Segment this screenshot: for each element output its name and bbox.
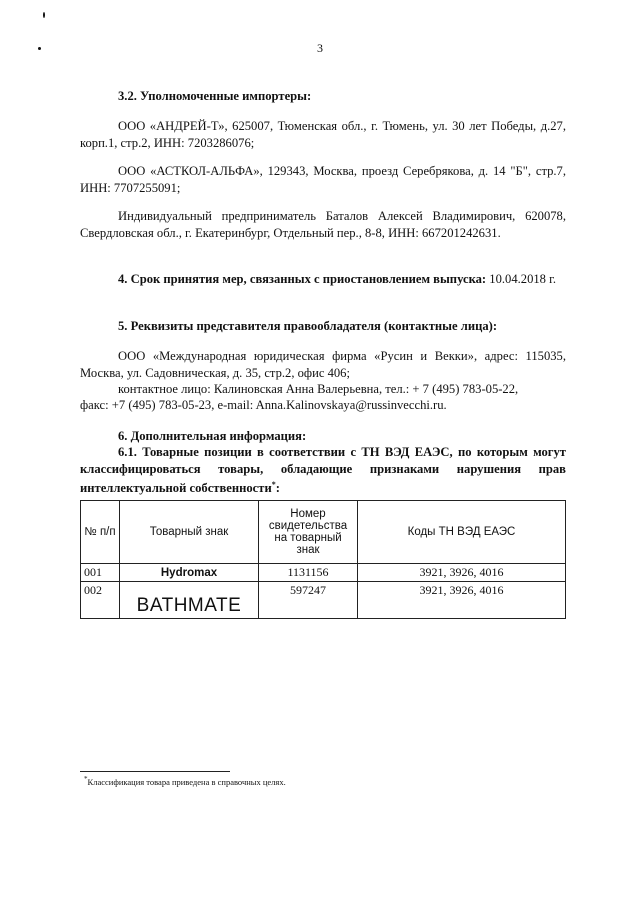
trademark-table	[80, 500, 566, 619]
section-5-firm: ООО «Международная юридическая фирма «Русин и Векки», адрес: 115035, Москва, ул. Садовническая, д. 35, стр.2, офис 406;	[80, 349, 566, 380]
header-num: № п/п	[81, 501, 120, 564]
footnote	[84, 775, 286, 787]
scan-speck	[38, 47, 41, 50]
section-4-value: 10.04.2018 г.	[489, 272, 556, 286]
header-codes: Коды ТН ВЭД ЕАЭС	[358, 501, 566, 564]
importer-2: ООО «АСТКОЛ-АЛЬФА», 129343, Москва, проезд Серебрякова, д. 14 "Б", стр.7, ИНН: 7707255091;	[80, 164, 566, 195]
header-certificate: Номер свидетельства на товарный знак	[259, 501, 358, 564]
section-5-fax: факс: +7 (495) 783-05-23, e-mail: Anna.Kalinovskaya@russinvecchi.ru.	[80, 398, 447, 412]
footnote-divider	[80, 771, 230, 772]
row-num: 002	[81, 582, 120, 619]
row-codes: 3921, 3926, 4016	[358, 582, 566, 619]
footnote-ref: *	[271, 480, 276, 489]
section-5-contact: контактное лицо: Калиновская Анна Валерьевна, тел.: + 7 (495) 783-05-22,	[118, 382, 519, 396]
table-row	[81, 564, 566, 582]
trademark-bathmate: BATHMATE	[120, 582, 259, 619]
row-num: 001	[81, 564, 120, 582]
section-4	[80, 271, 566, 288]
footnote-text: Классификация товара приведена в справочных целях.	[87, 776, 286, 787]
table-header-row	[81, 501, 566, 564]
row-certificate: 597247	[259, 582, 358, 619]
importer-1: ООО «АНДРЕЙ-Т», 625007, Тюменская обл., г. Тюмень, ул. 30 лет Победы, д.27, корп.1, стр.2, ИНН: 7203286076;	[80, 119, 566, 150]
table-row	[81, 582, 566, 619]
section-6-heading: 6. Дополнительная информация:	[118, 429, 307, 443]
header-trademark: Товарный знак	[120, 501, 259, 564]
section-6-1-heading: 6.1. Товарные позиции в соответствии с ТН ВЭД ЕАЭС, по которым могут классифицироваться товары, обладающие признаками нарушения прав интеллектуальной собственности*:	[80, 445, 566, 496]
scan-speck	[43, 12, 45, 18]
footnote-mark: *	[84, 775, 88, 783]
section-4-heading: 4. Срок принятия мер, связанных с приостановлением выпуска:	[118, 272, 487, 286]
section-5-heading: 5. Реквизиты представителя правообладателя (контактные лица):	[118, 319, 498, 333]
section-3-2-heading: 3.2. Уполномоченные импортеры:	[118, 89, 312, 103]
row-certificate: 1131156	[259, 564, 358, 582]
trademark-hydromax: Hydromax	[120, 564, 259, 582]
page-number: 3	[317, 41, 323, 55]
importer-3: Индивидуальный предприниматель Баталов Алексей Владимирович, 620078, Свердловская обл., г. Екатеринбург, Отдельный пер., 8-8, ИНН: 667201242631.	[80, 209, 566, 240]
row-codes: 3921, 3926, 4016	[358, 564, 566, 582]
